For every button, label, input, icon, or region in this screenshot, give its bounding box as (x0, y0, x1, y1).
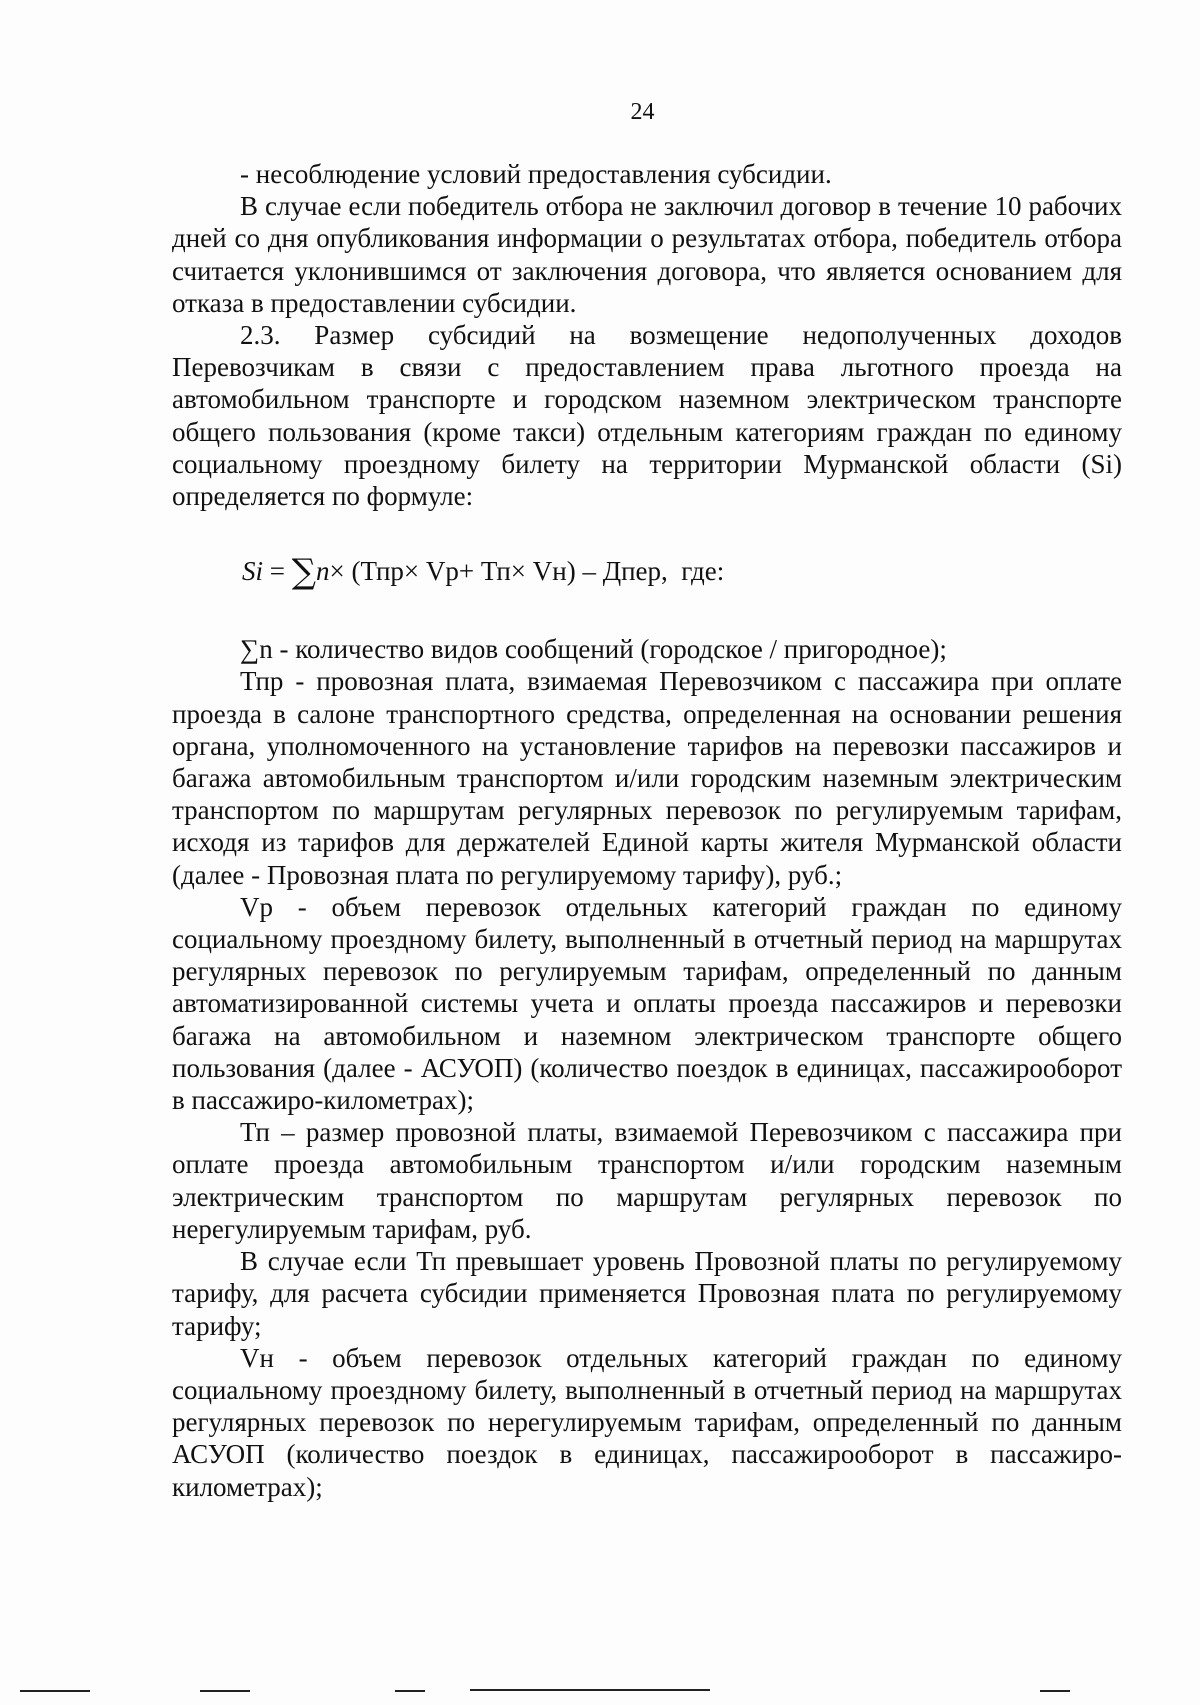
formula-n: n (316, 556, 330, 587)
paragraph-vn-definition: Vн - объем перевозок отдельных категорий граждан по единому социальному проездному билету, выполненный в отчетный период на маршрутах регулярных перевозок по нерегулируемым тарифам, определенный по данным АСУОП (количество поездок в единицах, пассажирооборот в пассажиро-километрах); (172, 1342, 1122, 1502)
formula-where: где: (681, 556, 725, 587)
formula-equals: = (263, 556, 292, 587)
paragraph-winner-evasion: В случае если победитель отбора не заключил договор в течение 10 рабочих дней со дня опубликования информации о результатах отбора, победитель отбора считается уклонившимся от заключения договора, что является основанием для отказа в предоставлении субсидии. (172, 191, 1122, 318)
scan-artifact-line (470, 1689, 710, 1691)
subsidy-formula (172, 552, 1122, 593)
paragraph-tp-definition: Тп – размер провозной платы, взимаемой Перевозчиком с пассажира при оплате проезда автомобильным транспортом и/или городским наземным электрическим транспортом по маршрутам регулярных перевозок по нерегулируемым тарифам, руб. (172, 1117, 1122, 1244)
paragraph-sum-n: ∑n - количество видов сообщений (городское / пригородное); (240, 634, 947, 665)
paragraph-tpr-definition: Тпр - провозная плата, взимаемая Перевозчиком с пассажира при оплате проезда в салоне транспортного средства, определенная на основании решения органа, уполномоченного на установление тарифов на перевозки пассажиров и багажа автомобильным транспортом и/или городским наземным электрическим транспортом по маршрутам регулярных перевозок по регулируемым тарифам, исходя из тарифов для держателей Единой карты жителя Мурманской области (далее - Провозная плата по регулируемому тарифу), руб.; (172, 666, 1122, 890)
paragraph-subsidy-size: 2.3. Размер субсидий на возмещение недополученных доходов Перевозчикам в связи с предоставлением права льготного проезда на автомобильном транспорте и городском наземном электрическом транспорте общего пользования (кроме такси) отдельным категориям граждан по единому социальному проездному билету на территории Мурманской области (Si) определяется по формуле: (172, 320, 1122, 512)
formula-lhs: Si (242, 556, 264, 587)
scan-artifact-dash (395, 1690, 425, 1692)
paragraph-conditions-item: - несоблюдение условий предоставления субсидии. (240, 159, 832, 189)
scan-artifact-dash (20, 1690, 90, 1692)
paragraph-tp-exceeds: В случае если Тп превышает уровень Провозной платы по регулируемому тарифу, для расчета субсидии применяется Провозная плата по регулируемому тарифу; (172, 1246, 1122, 1341)
scan-artifact-dash (1040, 1690, 1070, 1692)
paragraph-vr-definition: Vр - объем перевозок отдельных категорий граждан по единому социальному проездному билету, выполненный в отчетный период на маршрутах регулярных перевозок по регулируемым тарифам, определенный по данным автоматизированной системы учета и оплаты проезда пассажиров и перевозки багажа на автомобильном и наземном электрическом транспорте общего пользования (далее - АСУОП) (количество поездок в единицах, пассажирооборот в пассажиро-километрах); (172, 891, 1122, 1116)
formula-body: × (Тпр× Vр+ Тп× Vн) – Дпер, (329, 556, 668, 587)
page-number: 24 (630, 99, 655, 125)
document-body (172, 158, 1122, 1503)
formula-sigma-symbol: ∑ (291, 552, 317, 593)
scan-artifact-dash (200, 1690, 250, 1692)
